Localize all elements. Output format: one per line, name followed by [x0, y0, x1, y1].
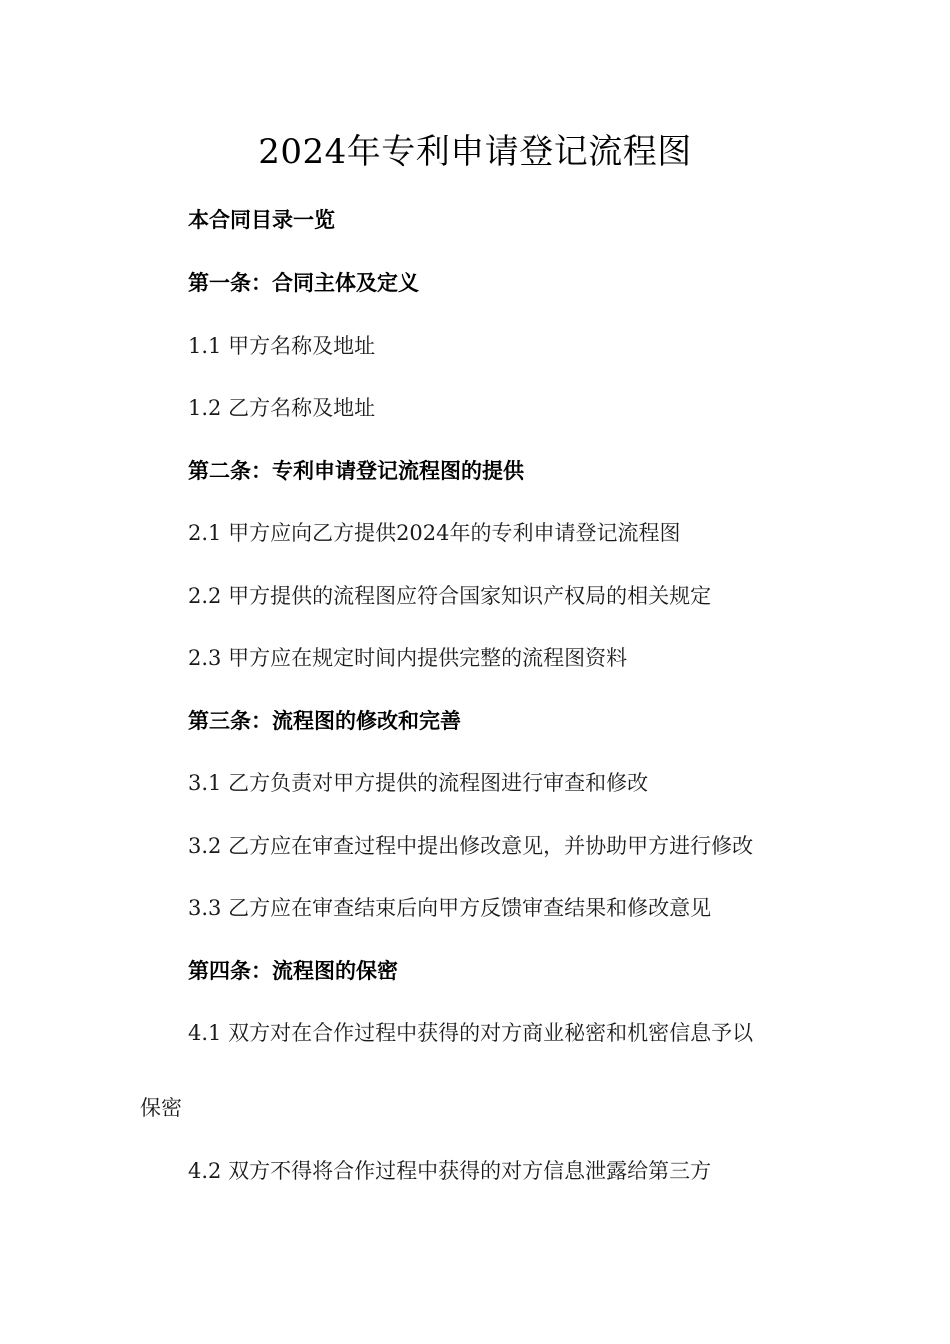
- section-heading-1: 第一条：合同主体及定义: [188, 271, 419, 295]
- clause-1-1: 1.1 甲方名称及地址: [188, 334, 376, 358]
- document-title: 2024年专利申请登记流程图: [258, 132, 692, 172]
- section-heading-3: 第三条：流程图的修改和完善: [188, 709, 461, 733]
- clause-2-2: 2.2 甲方提供的流程图应符合国家知识产权局的相关规定: [188, 584, 712, 608]
- toc-heading: 本合同目录一览: [188, 208, 335, 232]
- clause-3-1: 3.1 乙方负责对甲方提供的流程图进行审查和修改: [188, 771, 649, 795]
- clause-3-2: 3.2 乙方应在审查过程中提出修改意见，并协助甲方进行修改: [188, 834, 754, 858]
- clause-2-3: 2.3 甲方应在规定时间内提供完整的流程图资料: [188, 646, 628, 670]
- clause-3-3: 3.3 乙方应在审查结束后向甲方反馈审查结果和修改意见: [188, 896, 712, 920]
- section-heading-4: 第四条：流程图的保密: [188, 959, 398, 983]
- clause-4-2: 4.2 双方不得将合作过程中获得的对方信息泄露给第三方: [188, 1159, 712, 1183]
- clause-4-1-continuation: 保密: [140, 1096, 182, 1120]
- clause-1-2: 1.2 乙方名称及地址: [188, 396, 376, 420]
- clause-2-1: 2.1 甲方应向乙方提供2024年的专利申请登记流程图: [188, 521, 681, 545]
- section-heading-2: 第二条：专利申请登记流程图的提供: [188, 459, 524, 483]
- clause-4-1: 4.1 双方对在合作过程中获得的对方商业秘密和机密信息予以: [188, 1021, 754, 1045]
